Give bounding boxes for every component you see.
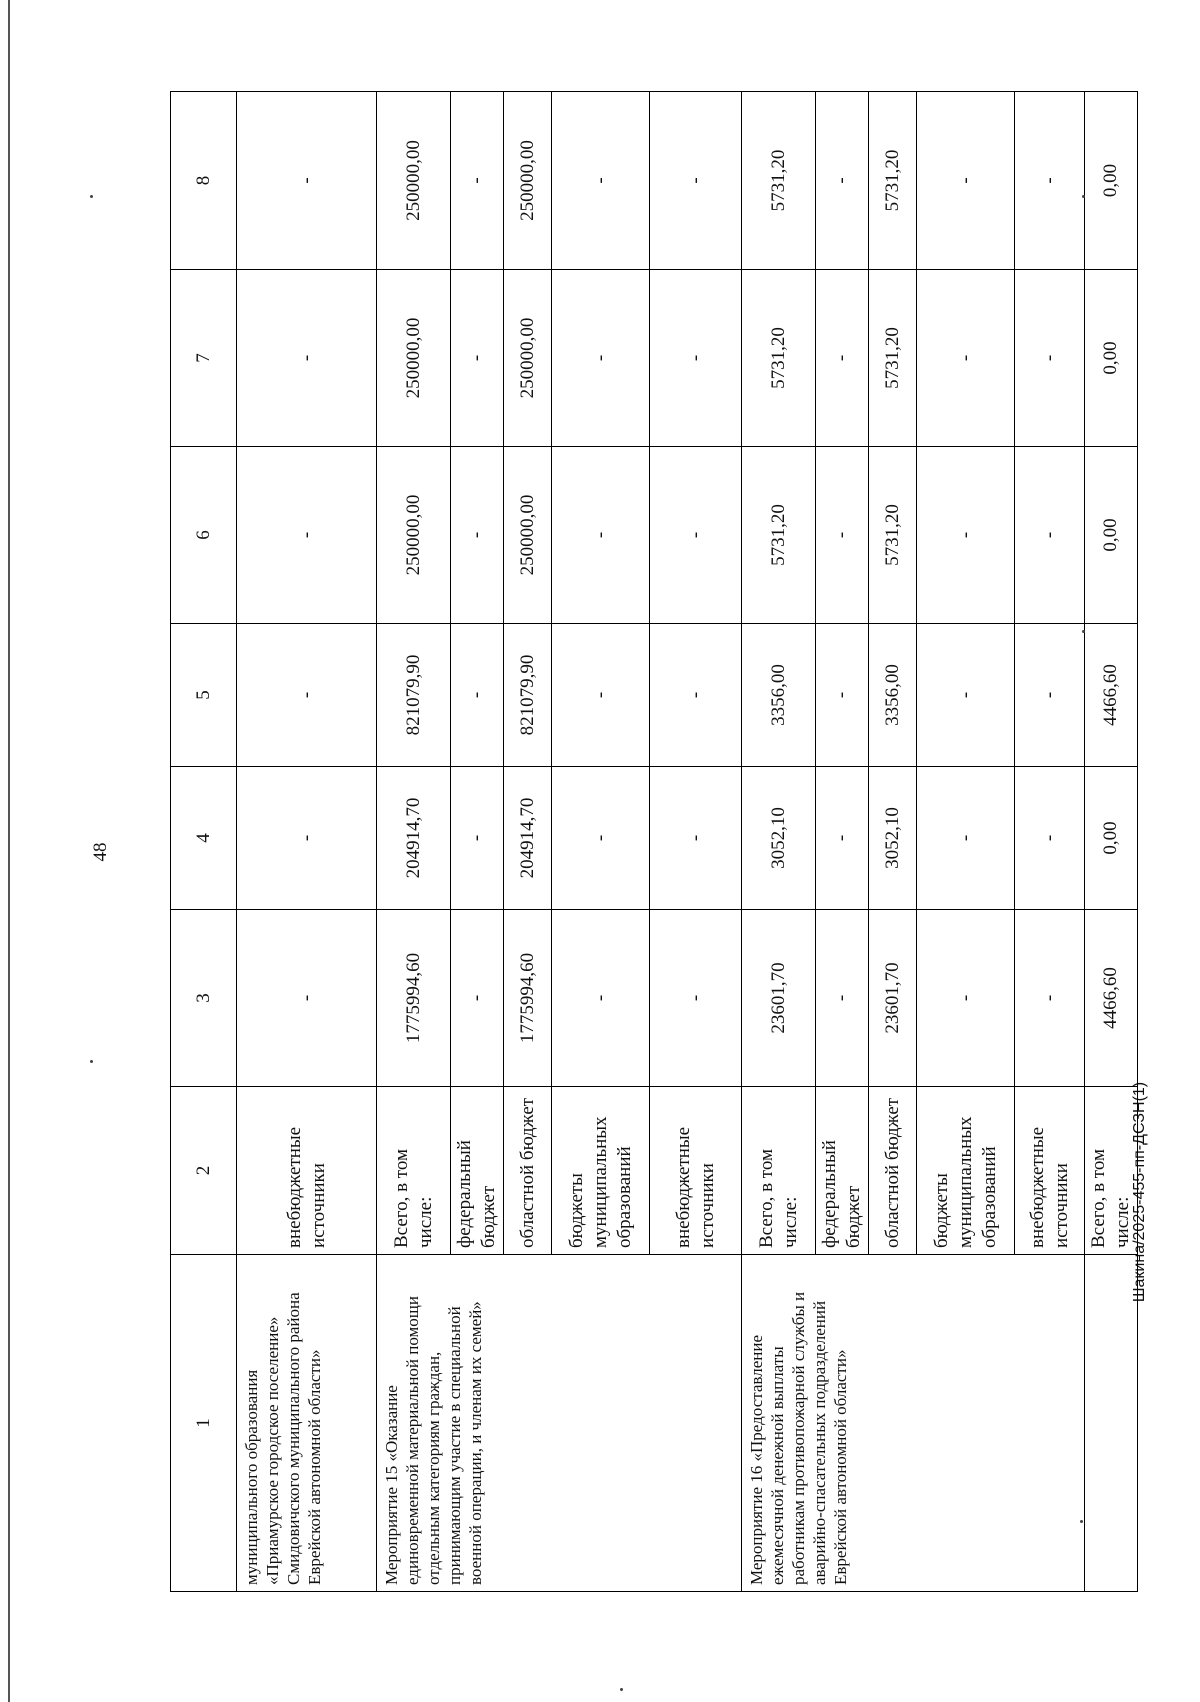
table-row bbox=[377, 92, 451, 1592]
table-row bbox=[1085, 92, 1138, 1592]
amount-cell: - bbox=[237, 92, 377, 270]
amount-cell: - bbox=[451, 910, 504, 1087]
amount-cell: - bbox=[650, 624, 742, 767]
amount-cell: - bbox=[451, 270, 504, 447]
scan-speck bbox=[1082, 630, 1085, 633]
amount-cell: - bbox=[917, 92, 1015, 270]
scan-speck bbox=[620, 1688, 623, 1691]
funding-source-cell: внебюджетные источники bbox=[237, 1087, 377, 1255]
amount-cell: 23601,70 bbox=[742, 910, 816, 1087]
header-cell: 4 bbox=[171, 767, 237, 910]
amount-cell: 0,00 bbox=[1085, 92, 1138, 270]
amount-cell: - bbox=[451, 624, 504, 767]
header-cell: 7 bbox=[171, 270, 237, 447]
amount-cell: 250000,00 bbox=[377, 270, 451, 447]
table-row bbox=[742, 92, 816, 1592]
amount-cell: - bbox=[650, 767, 742, 910]
amount-cell: - bbox=[816, 92, 869, 270]
amount-cell: - bbox=[816, 910, 869, 1087]
header-cell: 8 bbox=[171, 92, 237, 270]
amount-cell: 4466,60 bbox=[1085, 624, 1138, 767]
activity-description-cell bbox=[1085, 1255, 1138, 1592]
amount-cell: - bbox=[552, 624, 650, 767]
amount-cell: 5731,20 bbox=[869, 270, 917, 447]
amount-cell: - bbox=[1015, 910, 1085, 1087]
funding-source-cell: федеральный бюджет bbox=[816, 1087, 869, 1255]
amount-cell: - bbox=[917, 624, 1015, 767]
amount-cell: - bbox=[650, 92, 742, 270]
amount-cell: - bbox=[816, 767, 869, 910]
amount-cell: - bbox=[917, 910, 1015, 1087]
amount-cell: - bbox=[650, 447, 742, 624]
amount-cell: 5731,20 bbox=[742, 447, 816, 624]
amount-cell: - bbox=[917, 767, 1015, 910]
funding-source-cell: федеральный бюджет bbox=[451, 1087, 504, 1255]
page-number: 48 bbox=[90, 842, 111, 862]
amount-cell: - bbox=[237, 910, 377, 1087]
amount-cell: - bbox=[650, 910, 742, 1087]
amount-cell: - bbox=[1015, 624, 1085, 767]
amount-cell: 1775994,60 bbox=[377, 910, 451, 1087]
header-cell: 1 bbox=[171, 1255, 237, 1592]
funding-source-cell: областной бюджет bbox=[504, 1087, 552, 1255]
funding-source-cell: внебюджетные источники bbox=[650, 1087, 742, 1255]
amount-cell: - bbox=[237, 624, 377, 767]
document-code: Шакина/2025-455-пп-ДСЗН(1) bbox=[1131, 1081, 1148, 1303]
header-row bbox=[171, 92, 237, 1592]
funding-source-cell: Всего, в том числе: bbox=[742, 1087, 816, 1255]
amount-cell: 3356,00 bbox=[742, 624, 816, 767]
amount-cell: 5731,20 bbox=[869, 92, 917, 270]
amount-cell: 3356,00 bbox=[869, 624, 917, 767]
amount-cell: 4466,60 bbox=[1085, 910, 1138, 1087]
amount-cell: - bbox=[552, 767, 650, 910]
amount-cell: - bbox=[237, 447, 377, 624]
amount-cell: 821079,90 bbox=[377, 624, 451, 767]
amount-cell: - bbox=[816, 624, 869, 767]
header-cell: 2 bbox=[171, 1087, 237, 1255]
amount-cell: - bbox=[917, 270, 1015, 447]
activity-description-cell: муниципального образования «Приамурское городское поселение» Смидовичского муниципального района Еврейской автономной области» bbox=[237, 1255, 377, 1592]
amount-cell: - bbox=[1015, 92, 1085, 270]
budget-table bbox=[170, 91, 1138, 1592]
amount-cell: - bbox=[237, 767, 377, 910]
amount-cell: - bbox=[816, 447, 869, 624]
amount-cell: 250000,00 bbox=[504, 447, 552, 624]
amount-cell: 0,00 bbox=[1085, 270, 1138, 447]
amount-cell: 3052,10 bbox=[742, 767, 816, 910]
amount-cell: - bbox=[237, 270, 377, 447]
amount-cell: 250000,00 bbox=[504, 92, 552, 270]
header-cell: 5 bbox=[171, 624, 237, 767]
amount-cell: 821079,90 bbox=[504, 624, 552, 767]
table-row bbox=[237, 92, 377, 1592]
amount-cell: 5731,20 bbox=[742, 92, 816, 270]
budget-table-body bbox=[171, 92, 1138, 1592]
amount-cell: 5731,20 bbox=[742, 270, 816, 447]
header-cell: 6 bbox=[171, 447, 237, 624]
amount-cell: - bbox=[451, 447, 504, 624]
header-cell: 3 bbox=[171, 910, 237, 1087]
budget-table-container bbox=[170, 92, 1133, 1592]
funding-source-cell: областной бюджет bbox=[869, 1087, 917, 1255]
amount-cell: 250000,00 bbox=[377, 447, 451, 624]
scan-edge-line bbox=[8, 0, 10, 1702]
amount-cell: - bbox=[917, 447, 1015, 624]
amount-cell: 1775994,60 bbox=[504, 910, 552, 1087]
amount-cell: - bbox=[451, 92, 504, 270]
amount-cell: 23601,70 bbox=[869, 910, 917, 1087]
amount-cell: - bbox=[451, 767, 504, 910]
funding-source-cell: бюджеты муниципальных образований bbox=[552, 1087, 650, 1255]
amount-cell: - bbox=[552, 270, 650, 447]
amount-cell: 204914,70 bbox=[377, 767, 451, 910]
amount-cell: - bbox=[816, 270, 869, 447]
scan-speck bbox=[1080, 1520, 1083, 1523]
amount-cell: 250000,00 bbox=[377, 92, 451, 270]
funding-source-cell: Всего, в том числе: bbox=[1085, 1087, 1138, 1255]
scan-speck bbox=[1082, 195, 1085, 198]
amount-cell: - bbox=[650, 270, 742, 447]
amount-cell: 5731,20 bbox=[869, 447, 917, 624]
funding-source-cell: бюджеты муниципальных образований bbox=[917, 1087, 1015, 1255]
activity-description-cell: Мероприятие 15 «Оказание единовременной материальной помощи отдельным категориям граждан, принимающим участие в специальной военной операции, и членам их семей» bbox=[377, 1255, 742, 1592]
funding-source-cell: внебюджетные источники bbox=[1015, 1087, 1085, 1255]
scan-speck bbox=[90, 1060, 93, 1063]
amount-cell: 0,00 bbox=[1085, 767, 1138, 910]
amount-cell: - bbox=[1015, 447, 1085, 624]
amount-cell: 204914,70 bbox=[504, 767, 552, 910]
amount-cell: 3052,10 bbox=[869, 767, 917, 910]
amount-cell: - bbox=[552, 910, 650, 1087]
amount-cell: - bbox=[552, 447, 650, 624]
activity-description-cell: Мероприятие 16 «Предоставление ежемесячной денежной выплаты работникам противопожарной службы и аварийно-спасательных подразделений Еврейской автономной области» bbox=[742, 1255, 1085, 1592]
amount-cell: - bbox=[1015, 270, 1085, 447]
scan-speck bbox=[90, 195, 93, 198]
funding-source-cell: Всего, в том числе: bbox=[377, 1087, 451, 1255]
amount-cell: 250000,00 bbox=[504, 270, 552, 447]
amount-cell: - bbox=[552, 92, 650, 270]
amount-cell: - bbox=[1015, 767, 1085, 910]
amount-cell: 0,00 bbox=[1085, 447, 1138, 624]
